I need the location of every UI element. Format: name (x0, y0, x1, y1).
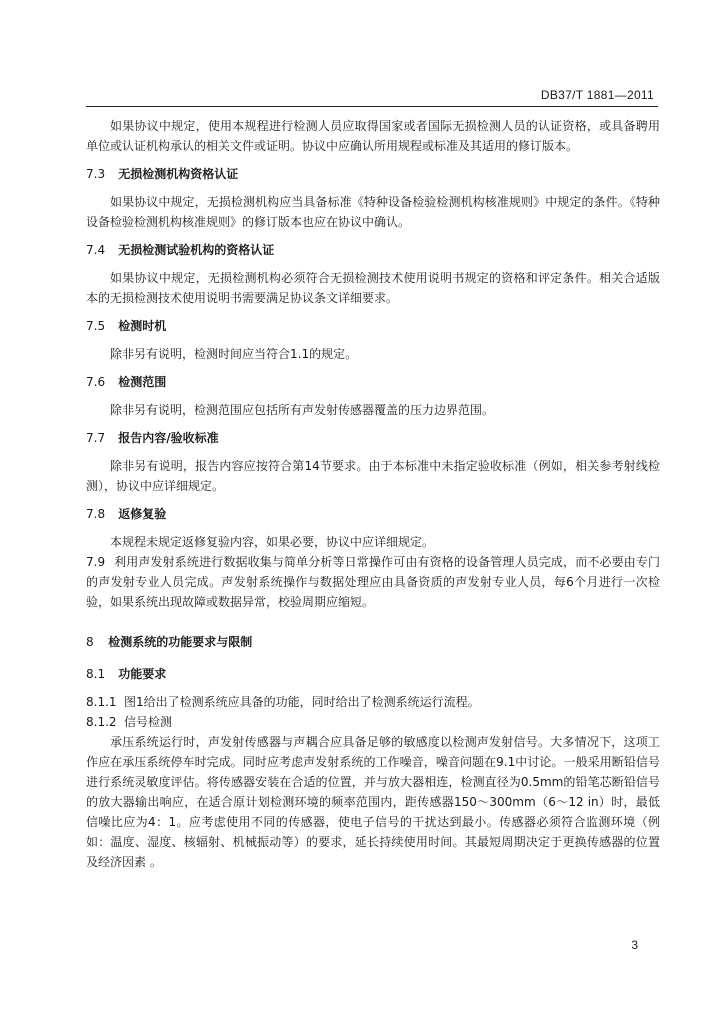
section-7-7-heading (86, 428, 660, 448)
section-title: 检测时机 (118, 319, 167, 333)
section-title: 检测系统的功能要求与限制 (108, 635, 253, 649)
section-number: 7.3 (86, 167, 106, 181)
section-number: 7.5 (86, 319, 106, 333)
section-number: 7.6 (86, 375, 106, 389)
section-title: 检测范围 (118, 375, 167, 389)
section-number: 7.9 (86, 555, 106, 569)
document-body (86, 116, 660, 872)
section-7-4-heading (86, 240, 660, 260)
section-number: 7.4 (86, 243, 106, 257)
section-title: 无损检测机构资格认证 (118, 167, 239, 181)
section-title: 无损检测试验机构的资格认证 (118, 243, 275, 257)
section-8-1-2 (86, 712, 660, 732)
section-8-1-1 (86, 692, 660, 712)
section-title: 功能要求 (118, 667, 167, 681)
section-7-5-heading (86, 316, 660, 336)
section-number: 8.1.1 (86, 695, 117, 709)
section-7-7-paragraph: 除非另有说明，报告内容应按符合第14节要求。由于本标准中未指定验收标准（例如，相关参考射线检测），协议中应详细规定。 (86, 459, 660, 493)
section-7-3-heading (86, 164, 660, 184)
section-number: 7.7 (86, 431, 106, 445)
section-8-heading (86, 632, 660, 652)
section-7-6-paragraph: 除非另有说明，检测范围应包括所有声发射传感器覆盖的压力边界范围。 (110, 403, 495, 417)
section-7-3-paragraph: 如果协议中规定，无损检测机构应当具备标准《特种设备检验检测机构核准规则》中规定的条件。《特种设备检验检测机构核准规则》的修订版本也应在协议中确认。 (86, 195, 660, 229)
section-7-5-paragraph: 除非另有说明，检测时间应当符合1.1的规定。 (110, 347, 358, 361)
section-title: 报告内容/验收标准 (118, 431, 219, 445)
section-number: 7.8 (86, 507, 106, 521)
section-7-4-paragraph: 如果协议中规定，无损检测机构必须符合无损检测技术使用说明书规定的资格和评定条件。相关合适版本的无损检测技术使用说明书需要满足协议条文详细要求。 (86, 271, 660, 305)
section-7-8-heading (86, 504, 660, 524)
section-8-1-1-text: 图1给出了检测系统应具备的功能，同时给出了检测系统运行流程。 (124, 695, 480, 709)
section-7-9-paragraph (86, 552, 660, 612)
section-number: 8.1.2 (86, 715, 117, 729)
section-title: 返修复验 (118, 507, 167, 521)
section-number: 8.1 (86, 667, 106, 681)
header-divider (86, 106, 658, 107)
section-8-1-2-title: 信号检测 (124, 715, 173, 729)
section-8-1-2-paragraph: 承压系统运行时，声发射传感器与声耦合应具备足够的敏感度以检测声发射信号。大多情况下，这项工作应在承压系统停车时完成。同时应考虑声发射系统的工作噪音，噪音问题在9.1中讨论。一般采用断铅信号进行系统灵敏度评估。将传感器安装在合适的位置，并与放大器相连，检测直径为0.5mm的铅笔芯断铅信号的放大器输出响应，在适合原计划检测环境的频率范围内，距传感器150～300mm（6～12 in）时，最低信噪比应为4：1。应考虑使用不同的传感器，使电子信号的干扰达到最小。传感器必须符合监测环境（例如：温度、湿度、核辐射、机械振动等）的要求，延长持续使用时间。其最短周期决定于更换传感器的位置及经济因素 。 (86, 735, 660, 869)
section-7-9-text: 利用声发射系统进行数据收集与简单分析等日常操作可由有资格的设备管理人员完成，而不必要由专门的声发射专业人员完成。声发射系统操作与数据处理应由具备资质的声发射专业人员，每6个月进行一次检验，如果系统出现故障或数据异常，校验周期应缩短。 (86, 555, 660, 609)
section-7-8-paragraph: 本规程未规定返修复验内容，如果必要，协议中应详细规定。 (110, 535, 435, 549)
intro-paragraph: 如果协议中规定，使用本规程进行检测人员应取得国家或者国际无损检测人员的认证资格，或具备聘用单位或认证机构承认的相关文件或证明。协议中应确认所用规程或标准及其适用的修订版本。 (86, 119, 660, 153)
section-7-6-heading (86, 372, 660, 392)
section-number: 8 (86, 635, 94, 649)
standard-code: DB37/T 1881—2011 (540, 88, 654, 102)
section-8-1-heading (86, 664, 660, 684)
page-number: 3 (631, 938, 638, 952)
